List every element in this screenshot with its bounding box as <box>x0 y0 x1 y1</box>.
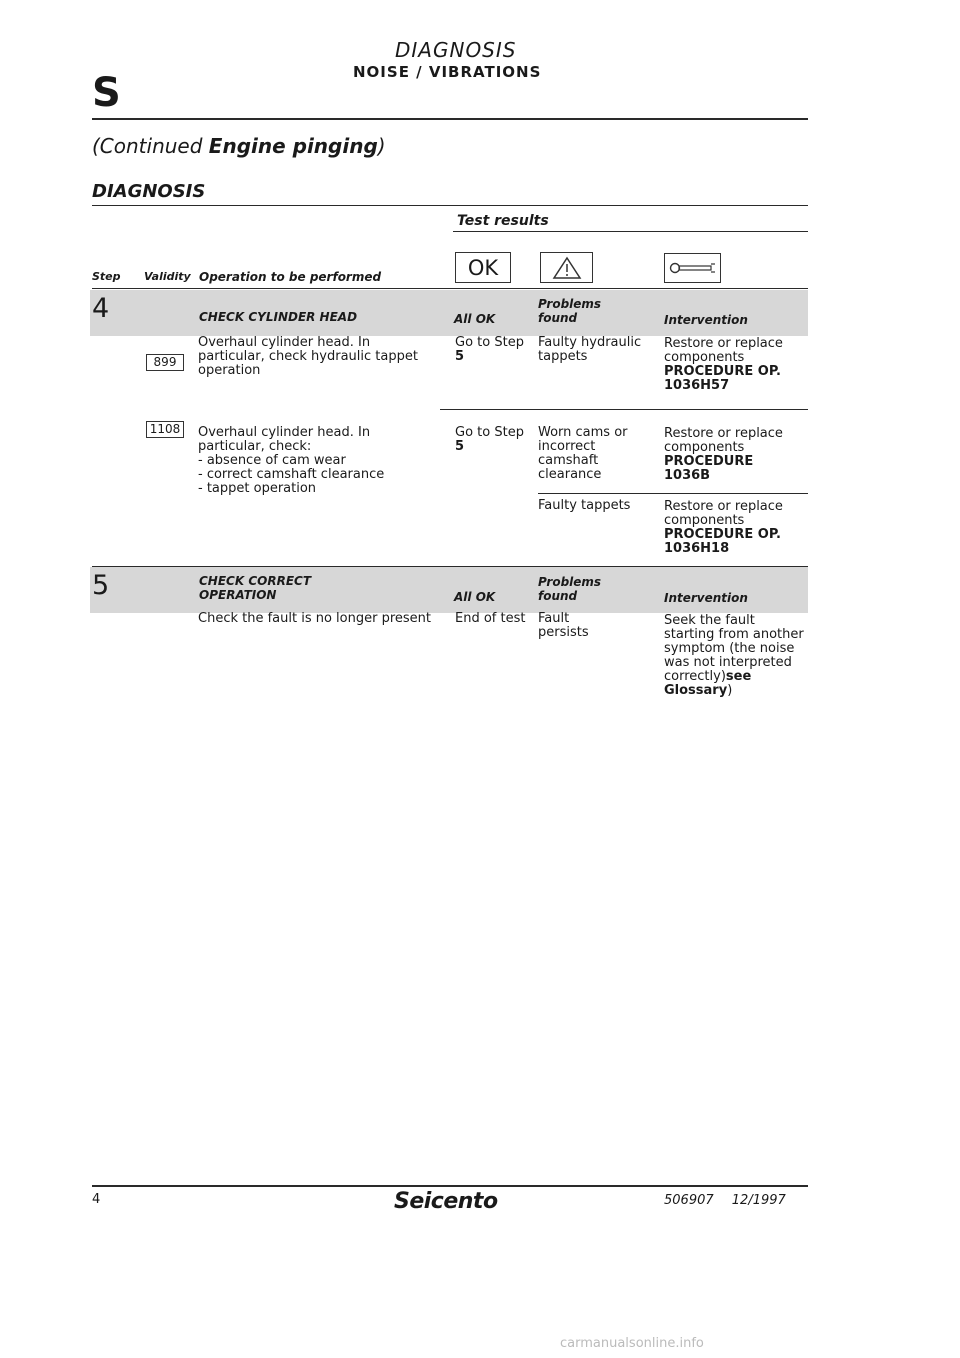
step-4-row-1-intervention: Restore or replace components PROCEDURE OP. 1036H57 <box>664 336 783 393</box>
column-operation: Operation to be performed <box>199 270 382 284</box>
document-reference: 506907 12/1997 <box>664 1193 786 1208</box>
continued-heading: (Continued Engine pinging) <box>92 134 386 158</box>
step-4-row-2-intervention-2: Restore or replace components PROCEDURE OP. 1036H18 <box>664 499 783 556</box>
column-validity: Validity <box>144 270 191 283</box>
step-4-row-separator <box>440 409 808 410</box>
step-5-operation: Check the fault is no longer present <box>198 611 432 626</box>
brand-logo: Seicento <box>394 1189 498 1214</box>
step-4-row-2-problem-1: Worn cams or incorrect camshaft clearance <box>538 425 628 482</box>
step-4-problems-found: Problems found <box>538 297 602 325</box>
test-results-label: Test results <box>457 213 549 229</box>
page-number: 4 <box>92 1192 101 1207</box>
step-4-row-2-problem-2: Faulty tappets <box>538 498 631 513</box>
step-5-all-ok: All OK <box>454 590 496 604</box>
step-4-problem-separator <box>538 493 808 494</box>
step-5-number: 5 <box>92 570 110 601</box>
step-4-row-1-operation: Overhaul cylinder head. In particular, check hydraulic tappet operation <box>198 335 418 378</box>
test-results-rule <box>453 231 808 232</box>
step-5-intervention-text: Seek the fault starting from another symptom (the noise was not interpreted correctly)see Glossary) <box>664 613 804 698</box>
validity-badge-899: 899 <box>146 354 184 371</box>
step-5-ok: End of test <box>455 611 526 626</box>
step-4-all-ok: All OK <box>454 312 496 326</box>
step-4-number: 4 <box>92 293 110 324</box>
step-5-problems-found: Problems found <box>538 575 602 603</box>
step-5-intervention: Intervention <box>664 591 748 605</box>
step-5-problem: Fault persists <box>538 611 589 640</box>
ok-icon: OK <box>455 252 511 283</box>
step-4-row-2-intervention-1: Restore or replace components PROCEDURE 1036B <box>664 426 783 483</box>
watermark: carmanualsonline.info <box>560 1336 704 1351</box>
step-4-intervention: Intervention <box>664 313 748 327</box>
column-step: Step <box>92 270 121 283</box>
step-4-title: CHECK CYLINDER HEAD <box>199 310 358 324</box>
step-5-title: CHECK CORRECT OPERATION <box>199 574 312 602</box>
diagnosis-heading: DIAGNOSIS <box>92 181 206 202</box>
document-title: DIAGNOSIS <box>395 38 517 62</box>
diagnosis-rule <box>92 205 808 206</box>
step-4-row-2-operation: Overhaul cylinder head. In particular, check: - absence of cam wear - correct camshaft clearance - tappet operation <box>198 425 385 496</box>
wrench-icon <box>664 253 721 283</box>
document-subtitle: NOISE / VIBRATIONS <box>353 63 542 81</box>
step-5-band <box>90 567 808 613</box>
step-4-row-2-ok: Go to Step 5 <box>455 425 524 454</box>
step-4-row-1-problem: Faulty hydraulic tappets <box>538 335 642 364</box>
section-letter: S <box>92 70 121 116</box>
warning-triangle-icon <box>540 252 593 283</box>
column-header-rule <box>92 288 808 289</box>
validity-badge-1108: 1108 <box>146 421 184 438</box>
footer-rule <box>92 1185 808 1187</box>
header-rule <box>92 118 808 120</box>
step-4-row-1-ok: Go to Step 5 <box>455 335 524 364</box>
